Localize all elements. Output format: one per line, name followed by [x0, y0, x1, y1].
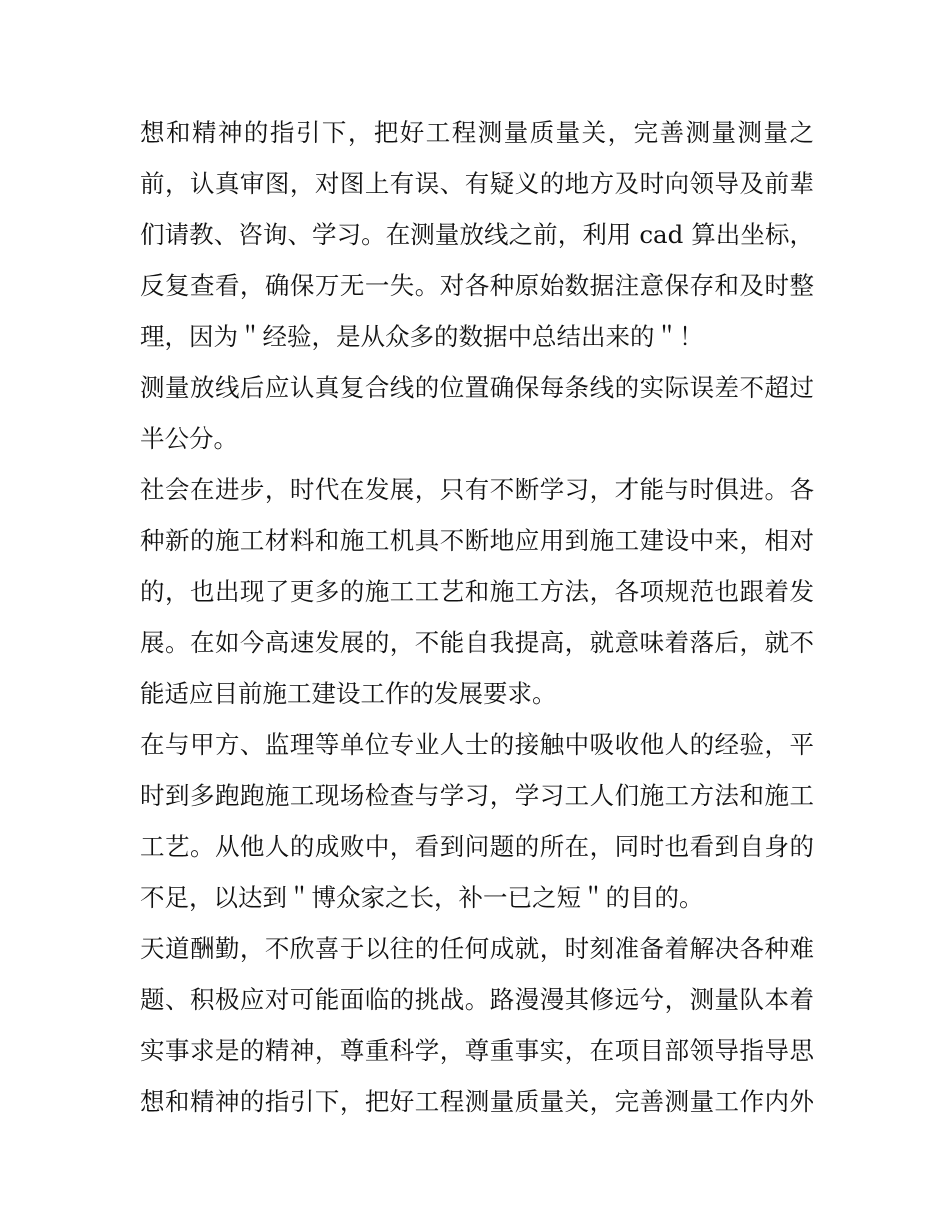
text-line: 的，也出现了更多的施工工艺和施工方法，各项规范也跟着发: [140, 577, 814, 606]
text-line: 能适应目前施工建设工作的发展要求。: [140, 679, 557, 708]
text-line: 时到多跑跑施工现场检查与学习，学习工人们施工方法和施工: [140, 781, 814, 810]
text-line: 在与甲方、监理等单位专业人士的接触中吸收他人的经验，平: [140, 730, 814, 759]
text-line: 工艺。从他人的成败中，看到问题的所在，同时也看到自身的: [140, 832, 814, 861]
text-line: 前，认真审图，对图上有误、有疑义的地方及时向领导及前辈: [140, 169, 814, 198]
text-line: 不足，以达到＂博众家之长，补一已之短＂的目的。: [140, 883, 704, 912]
text-line: 题、积极应对可能面临的挑战。路漫漫其修远兮，测量队本着: [140, 985, 814, 1014]
text-line: 想和精神的指引下，把好工程测量质量关，完善测量工作内外: [140, 1087, 814, 1116]
text-line: 想和精神的指引下，把好工程测量质量关，完善测量测量之: [140, 118, 814, 147]
text-line: 半公分。: [140, 424, 238, 453]
text-line: 社会在进步，时代在发展，只有不断学习，才能与时俱进。各: [140, 475, 814, 504]
text-line: 展。在如今高速发展的，不能自我提高，就意味着落后，就不: [140, 628, 814, 657]
text-line: 们请教、咨询、学习。在测量放线之前，利用 cad 算出坐标，: [140, 220, 814, 249]
text-line: 测量放线后应认真复合线的位置确保每条线的实际误差不超过: [140, 373, 814, 402]
text-line: 理，因为＂经验，是从众多的数据中总结出来的＂！: [140, 322, 704, 351]
text-line: 反复查看，确保万无一失。对各种原始数据注意保存和及时整: [140, 271, 814, 300]
text-line: 种新的施工材料和施工机具不断地应用到施工建设中来，相对: [140, 526, 814, 555]
document-body: [140, 107, 814, 1127]
text-line: 实事求是的精神，尊重科学，尊重事实，在项目部领导指导思: [140, 1036, 814, 1065]
text-line: 天道酬勤，不欣喜于以往的任何成就，时刻准备着解决各种难: [140, 934, 814, 963]
